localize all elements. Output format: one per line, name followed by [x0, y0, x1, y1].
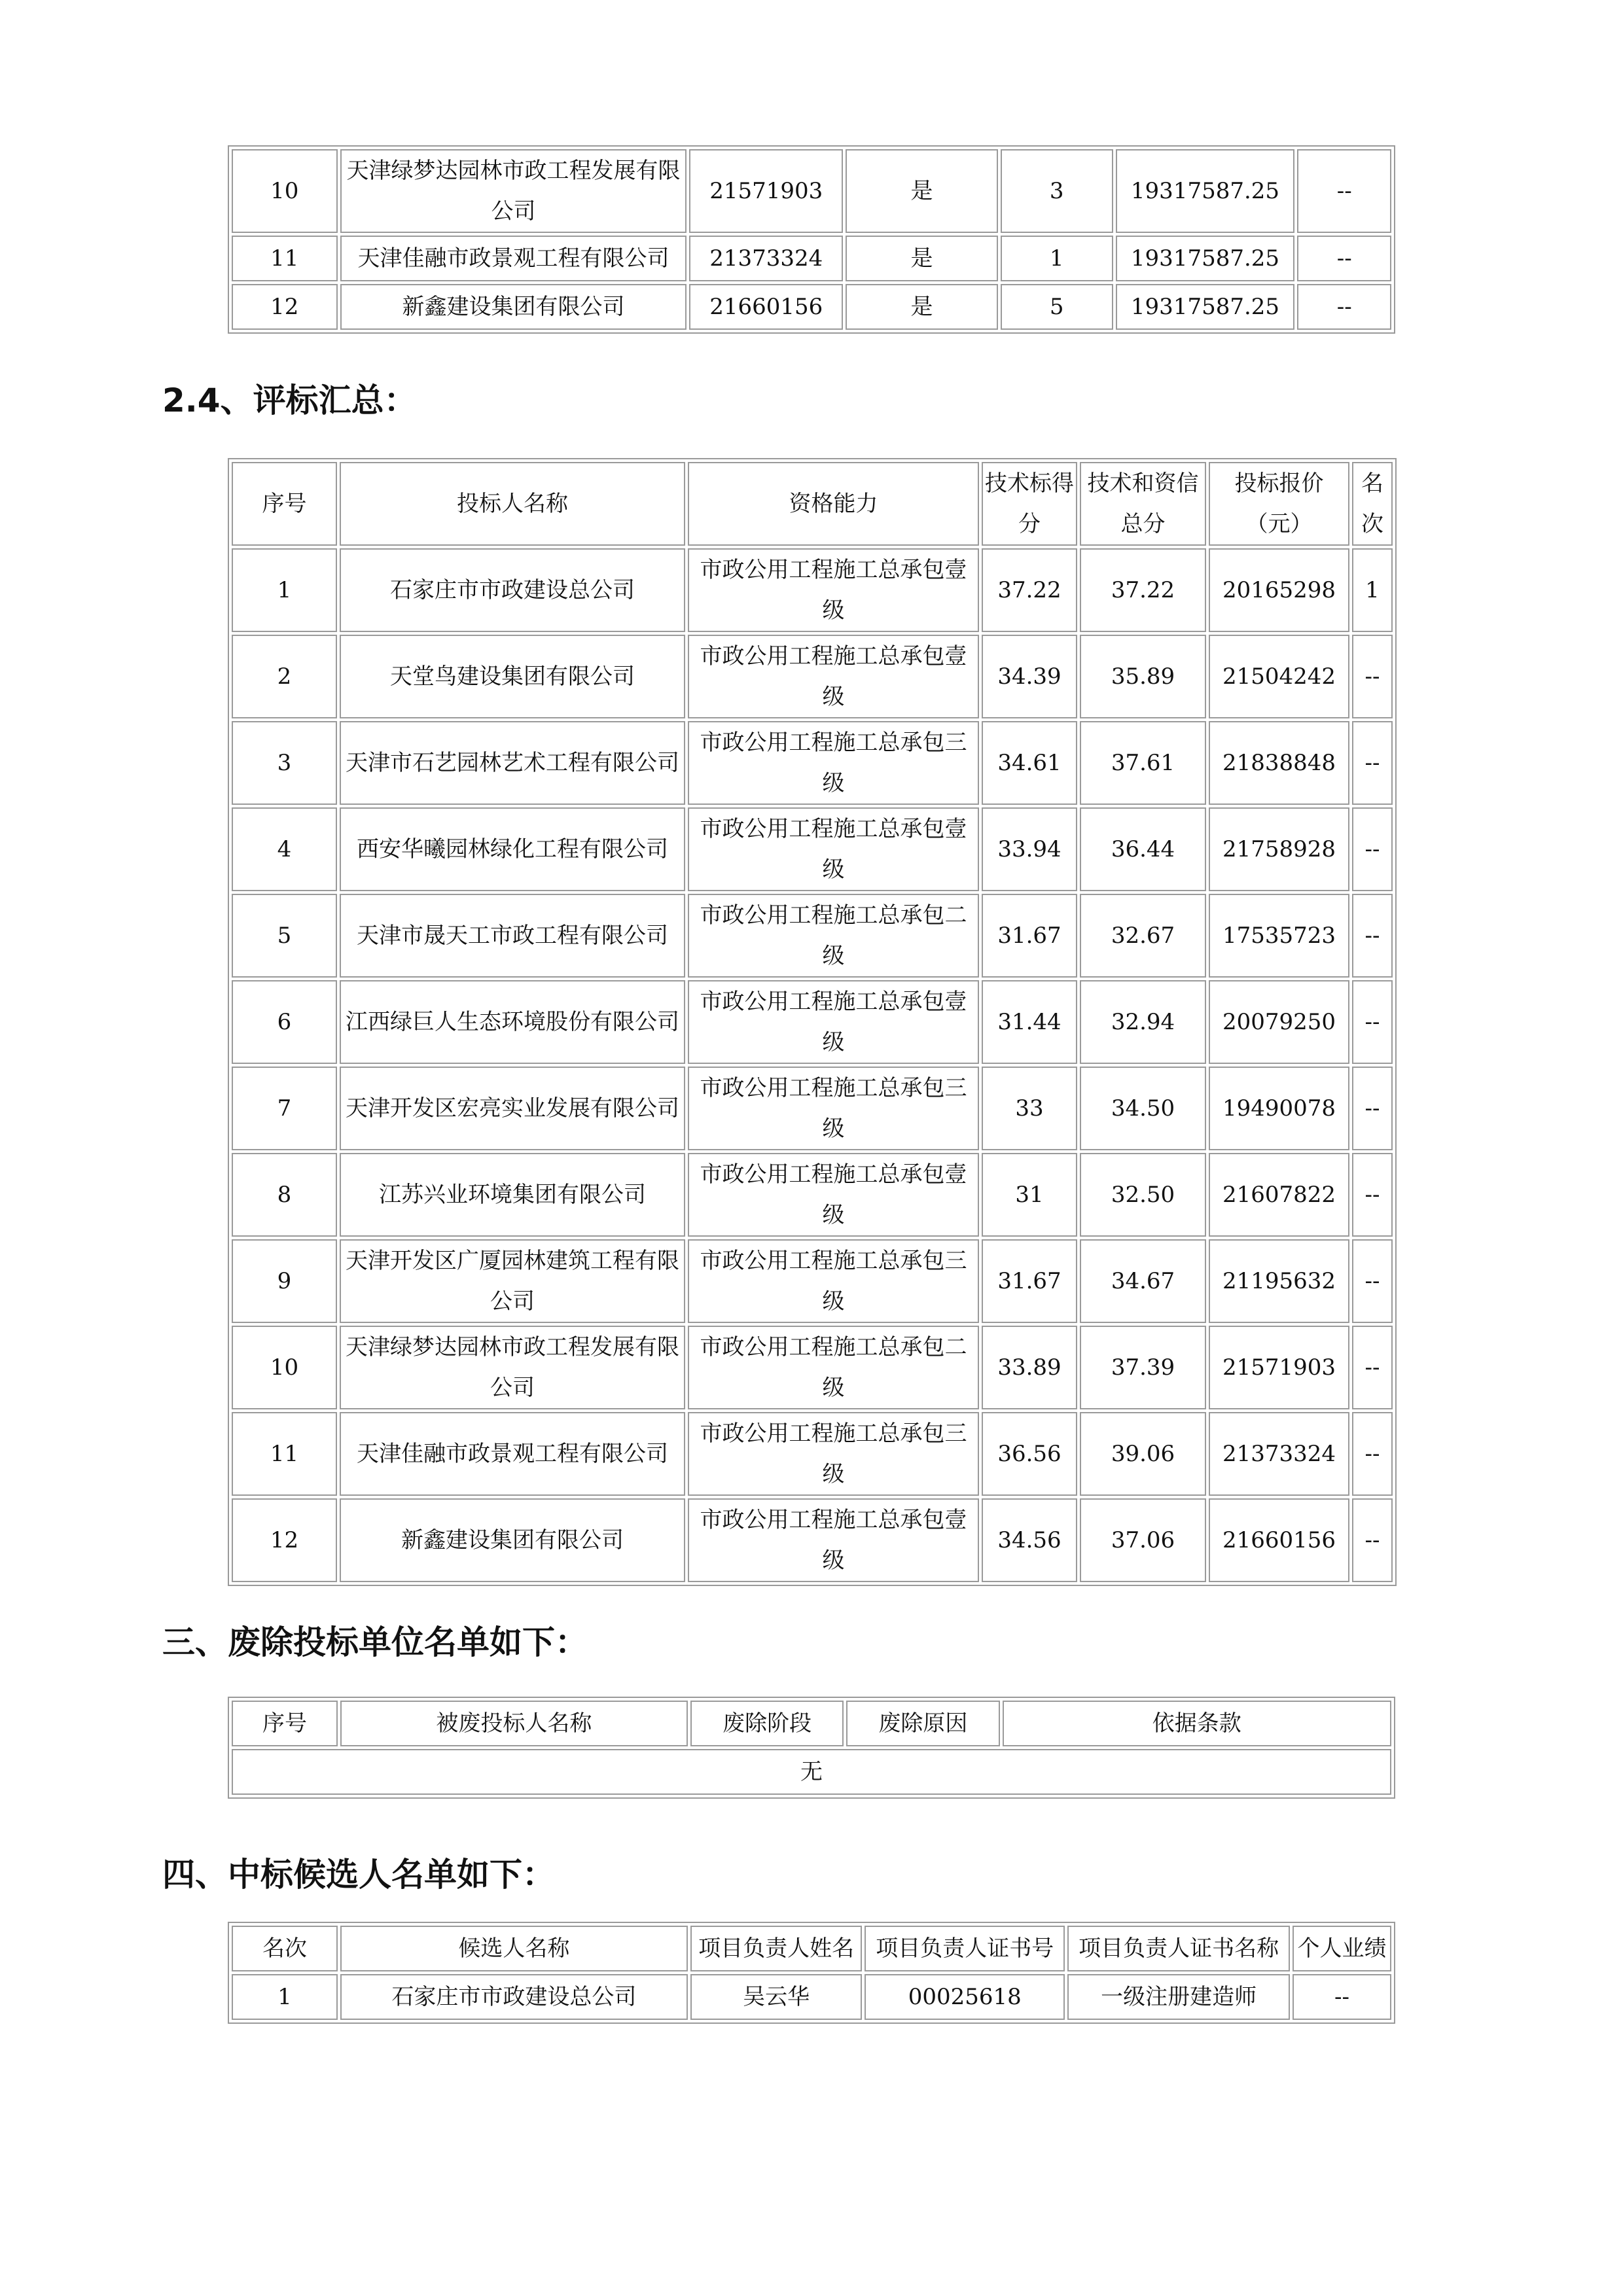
empty-value: 无: [232, 1749, 1391, 1795]
table-row: [232, 1153, 1393, 1237]
tech-score: 33.94: [982, 807, 1077, 891]
row-no: 11: [232, 1412, 337, 1496]
qualification: 市政公用工程施工总承包壹级: [688, 807, 979, 891]
qualification: 市政公用工程施工总承包三级: [688, 1239, 979, 1323]
total-score: 34.67: [1080, 1239, 1206, 1323]
total-score: 39.06: [1080, 1412, 1206, 1496]
qualification: 市政公用工程施工总承包壹级: [688, 1153, 979, 1237]
bidder-name: 天津市晟天工市政工程有限公司: [340, 894, 685, 978]
bidder-name: 天津佳融市政景观工程有限公司: [340, 236, 687, 281]
tech-score: 31.67: [982, 1239, 1077, 1323]
bid-price: 21571903: [689, 149, 843, 233]
remark: --: [1297, 284, 1391, 330]
header-tech-score: 技术标得分: [982, 462, 1077, 546]
table-row: [232, 721, 1393, 805]
tech-score: 36.56: [982, 1412, 1077, 1496]
tech-score: 33: [982, 1067, 1077, 1150]
winning-candidates-table: [228, 1922, 1395, 2024]
table-row: [232, 284, 1391, 330]
rank: --: [1352, 1498, 1393, 1582]
total-score: 37.39: [1080, 1326, 1206, 1409]
bidder-name: 石家庄市市政建设总公司: [340, 548, 685, 632]
rank: --: [1352, 635, 1393, 718]
benchmark-price: 19317587.25: [1116, 149, 1295, 233]
total-score: 37.22: [1080, 548, 1206, 632]
manager-name: 吴云华: [690, 1974, 862, 2020]
rank: --: [1352, 721, 1393, 805]
tech-score: 34.56: [982, 1498, 1077, 1582]
table-header-row: [232, 462, 1393, 546]
disqualified-bidders-table: [228, 1697, 1395, 1799]
header-qualification: 资格能力: [688, 462, 979, 546]
tech-score: 31.44: [982, 980, 1077, 1064]
total-score: 32.67: [1080, 894, 1206, 978]
bid-price: 21660156: [689, 284, 843, 330]
header-bidder-name: 投标人名称: [340, 462, 685, 546]
header-bid-price: 投标报价（元）: [1209, 462, 1349, 546]
table-header-row: [232, 1701, 1391, 1746]
table-row: [232, 149, 1391, 233]
bidder-name: 江苏兴业环境集团有限公司: [340, 1153, 685, 1237]
qualification: 市政公用工程施工总承包三级: [688, 721, 979, 805]
rank: --: [1352, 980, 1393, 1064]
header-cert-name: 项目负责人证书名称: [1067, 1926, 1290, 1971]
row-no: 12: [232, 284, 338, 330]
row-no: 3: [232, 721, 337, 805]
cert-name: 一级注册建造师: [1067, 1974, 1290, 2020]
row-no: 1: [232, 548, 337, 632]
valid-flag: 是: [846, 236, 998, 281]
sequence: 3: [1001, 149, 1113, 233]
remark: --: [1297, 149, 1391, 233]
total-score: 37.61: [1080, 721, 1206, 805]
row-no: 4: [232, 807, 337, 891]
section-24-heading: 2.4、评标汇总：: [162, 381, 417, 419]
tech-score: 34.61: [982, 721, 1077, 805]
rank: --: [1352, 1153, 1393, 1237]
table-row: [232, 635, 1393, 718]
bid-price: 20165298: [1209, 548, 1349, 632]
rank: --: [1352, 1326, 1393, 1409]
bid-price: 21373324: [689, 236, 843, 281]
table-row: [232, 980, 1393, 1064]
total-score: 32.50: [1080, 1153, 1206, 1237]
header-no: 序号: [232, 462, 337, 546]
total-score: 36.44: [1080, 807, 1206, 891]
qualification: 市政公用工程施工总承包壹级: [688, 635, 979, 718]
bidder-name: 天堂鸟建设集团有限公司: [340, 635, 685, 718]
remark: --: [1297, 236, 1391, 281]
table-row: [232, 894, 1393, 978]
rank: 1: [232, 1974, 338, 2020]
valid-flag: 是: [846, 284, 998, 330]
benchmark-price: 19317587.25: [1116, 236, 1295, 281]
bid-price: 19490078: [1209, 1067, 1349, 1150]
section-4-heading: 四、中标候选人名单如下：: [162, 1856, 555, 1894]
bid-price: 21504242: [1209, 635, 1349, 718]
bid-price: 21373324: [1209, 1412, 1349, 1496]
row-no: 5: [232, 894, 337, 978]
total-score: 35.89: [1080, 635, 1206, 718]
row-no: 2: [232, 635, 337, 718]
bidder-name: 新鑫建设集团有限公司: [340, 284, 687, 330]
bidder-name: 天津佳融市政景观工程有限公司: [340, 1412, 685, 1496]
bid-price: 21571903: [1209, 1326, 1349, 1409]
bid-check-table-continued: [228, 145, 1395, 334]
row-no: 9: [232, 1239, 337, 1323]
bidder-name: 天津开发区广厦园林建筑工程有限公司: [340, 1239, 685, 1323]
bid-price: 20079250: [1209, 980, 1349, 1064]
header-manager: 项目负责人姓名: [690, 1926, 862, 1971]
rank: --: [1352, 894, 1393, 978]
qualification: 市政公用工程施工总承包三级: [688, 1412, 979, 1496]
header-reason: 废除原因: [846, 1701, 999, 1746]
qualification: 市政公用工程施工总承包二级: [688, 1326, 979, 1409]
header-basis: 依据条款: [1003, 1701, 1391, 1746]
qualification: 市政公用工程施工总承包二级: [688, 894, 979, 978]
bidder-name: 天津开发区宏亮实业发展有限公司: [340, 1067, 685, 1150]
row-no: 11: [232, 236, 338, 281]
table-row: [232, 807, 1393, 891]
bid-price: 21195632: [1209, 1239, 1349, 1323]
qualification: 市政公用工程施工总承包壹级: [688, 980, 979, 1064]
benchmark-price: 19317587.25: [1116, 284, 1295, 330]
header-rank: 名次: [1352, 462, 1393, 546]
total-score: 34.50: [1080, 1067, 1206, 1150]
qualification: 市政公用工程施工总承包壹级: [688, 1498, 979, 1582]
row-no: 10: [232, 1326, 337, 1409]
bid-price: 21607822: [1209, 1153, 1349, 1237]
bidder-name: 西安华曦园林绿化工程有限公司: [340, 807, 685, 891]
header-no: 序号: [232, 1701, 338, 1746]
row-no: 12: [232, 1498, 337, 1582]
qualification: 市政公用工程施工总承包壹级: [688, 548, 979, 632]
table-row: [232, 1326, 1393, 1409]
row-no: 7: [232, 1067, 337, 1150]
tech-score: 37.22: [982, 548, 1077, 632]
bidder-name: 天津绿梦达园林市政工程发展有限公司: [340, 1326, 685, 1409]
bidder-name: 新鑫建设集团有限公司: [340, 1498, 685, 1582]
tech-score: 34.39: [982, 635, 1077, 718]
table-row: [232, 1239, 1393, 1323]
table-row: [232, 1067, 1393, 1150]
bid-price: 17535723: [1209, 894, 1349, 978]
table-row: [232, 548, 1393, 632]
header-cert-no: 项目负责人证书号: [865, 1926, 1065, 1971]
table-header-row: [232, 1926, 1391, 1971]
bid-price: 21758928: [1209, 807, 1349, 891]
table-row: [232, 236, 1391, 281]
header-total-score: 技术和资信总分: [1080, 462, 1206, 546]
sequence: 5: [1001, 284, 1113, 330]
candidate-name: 石家庄市市政建设总公司: [340, 1974, 688, 2020]
row-no: 10: [232, 149, 338, 233]
table-row: [232, 1749, 1391, 1795]
rank: --: [1352, 1239, 1393, 1323]
row-no: 6: [232, 980, 337, 1064]
tech-score: 33.89: [982, 1326, 1077, 1409]
header-rank: 名次: [232, 1926, 338, 1971]
qualification: 市政公用工程施工总承包三级: [688, 1067, 979, 1150]
header-candidate-name: 候选人名称: [340, 1926, 688, 1971]
valid-flag: 是: [846, 149, 998, 233]
tech-score: 31.67: [982, 894, 1077, 978]
total-score: 32.94: [1080, 980, 1206, 1064]
header-performance: 个人业绩: [1293, 1926, 1391, 1971]
tech-score: 31: [982, 1153, 1077, 1237]
total-score: 37.06: [1080, 1498, 1206, 1582]
sequence: 1: [1001, 236, 1113, 281]
table-row: [232, 1974, 1391, 2020]
row-no: 8: [232, 1153, 337, 1237]
bid-price: 21660156: [1209, 1498, 1349, 1582]
table-row: [232, 1412, 1393, 1496]
rank: --: [1352, 1412, 1393, 1496]
bidder-name: 天津绿梦达园林市政工程发展有限公司: [340, 149, 687, 233]
bidder-name: 天津市石艺园林艺术工程有限公司: [340, 721, 685, 805]
header-disqualified-name: 被废投标人名称: [340, 1701, 688, 1746]
bid-price: 21838848: [1209, 721, 1349, 805]
rank: --: [1352, 1067, 1393, 1150]
rank: 1: [1352, 548, 1393, 632]
table-row: [232, 1498, 1393, 1582]
section-3-heading: 三、废除投标单位名单如下：: [162, 1623, 588, 1661]
cert-number: 00025618: [865, 1974, 1065, 2020]
evaluation-summary-table: [228, 458, 1397, 1586]
header-stage: 废除阶段: [690, 1701, 844, 1746]
performance: --: [1293, 1974, 1391, 2020]
rank: --: [1352, 807, 1393, 891]
bidder-name: 江西绿巨人生态环境股份有限公司: [340, 980, 685, 1064]
